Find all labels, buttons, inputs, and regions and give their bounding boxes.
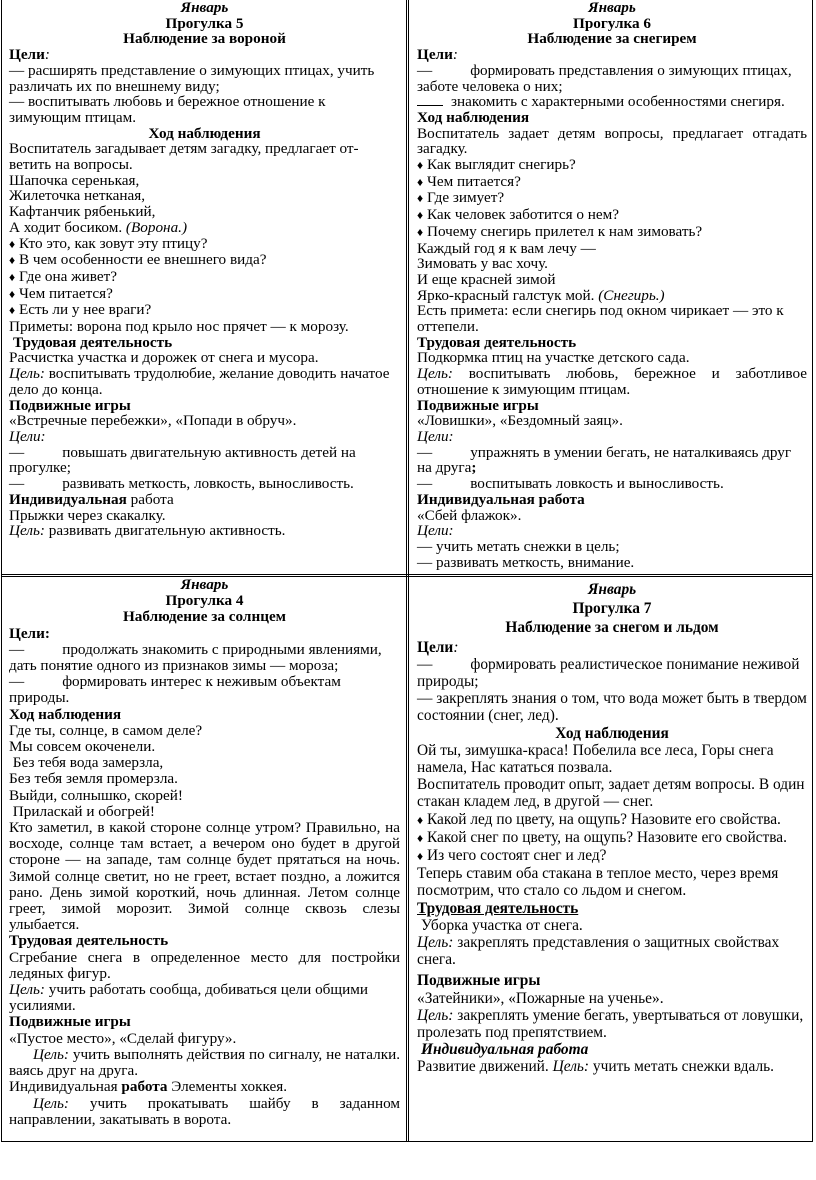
games-heading: Подвижные игры (9, 396, 131, 414)
cell-walk-6: Январь Прогулка 6 Наблюдение за снегирем Цели: — формировать представления о зимующих птицах, заботе человека о них; знакомить с характерными особенностями снегиря. Ход наблюдения Воспитатель задает детям вопросы, предлагает отгадать загадку. ♦ Как выглядит снегирь? ♦ Чем питается? ♦ Где зимует? ♦ Как человек заботится о нем? ♦ Почему снегирь прилетел к нам зимовать? Каждый год я к вам лечу — Зимовать у вас хочу. И еще красней зимой Ярко-красный галстук мой. (Снегирь.) Есть примета: если снегирь под окном чирикает — это к оттепели. Трудовая деятельность Подкормка птиц на участке детского сада. Цель: воспитывать любовь, бережное и заботливое отношение к зимующим птицам. Подвижные игры «Ловишки», «Бездомный заяц». Цели: — упражнять в умении бегать, не наталкиваясь друг на друга; — воспитывать ловкость и выносливость. Индивидуальная работа «Сбей флажок». Цели: — учить метать снежки в цель; — развивать меткость, внимание. (417, 0, 807, 571)
labor-heading: Трудовая деятельность (417, 333, 577, 351)
cell-walk-5: Январь Прогулка 5 Наблюдение за вороной Цели: — расширять представление о зимующих птицах, учить различать их по внешнему виду; — воспитывать любовь и бережное отношение к зимующим птицам. Ход наблюдения Воспитатель загадывает детям загадку, предлагает от-ветить на вопросы. Шапочка серенькая, Жилеточка нетканая, Кафтанчик рябенький, А ходит босиком. (Ворона.) ♦ Кто это, как зовут эту птицу? ♦ В чем особенности ее внешнего вида? ♦ Где она живет? ♦ Чем питается? ♦ Есть ли у нее враги? Приметы: ворона под крыло нос прячет — к морозу. Трудовая деятельность Расчистка участка и дорожек от снега и мусора. Цель: воспитывать трудолюбие, желание доводить начатое дело до конца. Подвижные игры «Встречные перебежки», «Попади в обруч». Цели: — повышать двигательную активность детей на прогулке; — развивать меткость, ловкость, выносливость. Индивидуальная работа Прыжки через скакалку. Цель: развивать двигательную активность. (2, 0, 406, 574)
omen: Приметы: ворона под крыло нос прячет — к морозу. (9, 318, 349, 336)
poem-line: Без тебя земля промерзла. (9, 770, 178, 788)
diamond-bullet-icon: ♦ (9, 286, 16, 301)
poem-text: Ой ты, зимушка-краса! Побелила все леса, Горы снега намела, Нас кататься позвала. (417, 741, 774, 777)
individual-heading: Индивидуальная (9, 490, 127, 508)
poem-line: Мы совсем окоченели. (9, 738, 156, 756)
riddle-answer: (Ворона.) (125, 218, 188, 236)
walk-title: Прогулка 6 (573, 14, 651, 32)
goals-label: Цели: (417, 522, 454, 540)
individual-heading-tail: работа (121, 1078, 168, 1096)
question-item: ♦ Где зимует? (417, 189, 505, 207)
month-heading: Январь (588, 0, 636, 16)
question-item: ♦ В чем особенности ее внешнего вида? (9, 251, 267, 269)
goals-label: Цели: (9, 427, 46, 445)
question-item: ♦ Где она живет? (9, 267, 117, 285)
question-item: ♦ Кто это, как зовут эту птицу? (9, 234, 208, 252)
walk-title: Прогулка 5 (165, 14, 244, 32)
topic-title: Наблюдение за вороной (123, 30, 286, 48)
question-item: ♦ Какой снег по цвету, на ощупь? Назовите его свойства. (417, 828, 787, 846)
individual-goal: учить метать снежки вдаль. (592, 1058, 775, 1076)
goal-label: Цель: (417, 1006, 454, 1024)
topic-title: Наблюдение за снегом и льдом (505, 619, 719, 637)
games-text: «Затейники», «Пожарные на ученье». (417, 989, 664, 1007)
goal-label: Цель: (9, 522, 45, 540)
poem-line: Приласкай и обогрей! (9, 802, 155, 820)
table-column-divider (406, 0, 409, 1142)
labor-heading: Трудовая деятельность (417, 899, 579, 917)
goal-label: Цель: (9, 365, 45, 383)
course-intro: Воспитатель задает детям вопросы, предлагает отгадать загадку. (417, 124, 807, 158)
goal-item: знакомить с характерными особенностями снегиря. (417, 94, 807, 110)
individual-goal: развивать двигательную активность. (48, 522, 286, 540)
course-heading: Ход наблюдения (417, 108, 530, 126)
games-heading: Подвижные игры (9, 1013, 131, 1031)
course-heading: Ход наблюдения (148, 124, 261, 142)
omen: Есть примета: если снегирь под окном чирикает — это к оттепели. (417, 302, 784, 336)
month-heading: Январь (180, 577, 229, 593)
course-intro: Воспитатель проводит опыт, задает детям вопросы. В один стакан кладем лед, в другой — снег. (417, 776, 805, 811)
diamond-bullet-icon: ♦ (417, 849, 424, 864)
goal-item: — воспитывать ловкость и выносливость. (417, 475, 724, 493)
question-item: ♦ Почему снегирь прилетел к нам зимовать? (417, 222, 703, 240)
games-text: «Встречные перебежки», «Попади в обруч». (9, 412, 297, 430)
riddle-line: Зимовать у вас хочу. (417, 255, 548, 273)
goal-item: — формировать представления о зимующих птицах, заботе человека о них; (417, 61, 792, 95)
riddle-line: Ярко-красный галстук мой. (417, 286, 595, 304)
goal-item: — расширять представление о зимующих птицах, учить различать их по внешнему виду; (9, 61, 375, 95)
question-item: ♦ Чем питается? (9, 284, 113, 302)
poem-line: Без тебя вода замерзла, (9, 754, 164, 772)
diamond-bullet-icon: ♦ (417, 208, 424, 223)
riddle-line: А ходит босиком. (9, 218, 123, 236)
goal-item: — формировать реалистическое понимание неживой природы; (417, 655, 800, 691)
observation-story: Кто заметил, в какой стороне солнце утром? Правильно, на восходе, солнце там встает, а вечером оно будет в другой стороне — на западе, там солнце будет прятаться на ночь. Зимой солнце светит, но не греет, встает поздно, а ложится рано. День зимой короткий, ночь длинная. Летом солнце греет, зимой морозит. Зимой солнце сквозь слезы улыбается. (9, 819, 400, 934)
goals-label: Цели (417, 46, 453, 64)
question-item: ♦ Есть ли у нее враги? (9, 301, 152, 319)
topic-title: Наблюдение за снегирем (527, 30, 697, 48)
individual-text: «Сбей флажок». (417, 506, 522, 524)
games-text: «Пустое место», «Сделай фигуру». (9, 1029, 237, 1047)
course-intro: Воспитатель загадывает детям загадку, предлагает от-ветить на вопросы. (9, 140, 359, 174)
diamond-bullet-icon: ♦ (9, 303, 16, 318)
month-heading: Январь (180, 0, 229, 16)
individual-text: Развитие движений. (417, 1058, 549, 1076)
question-item: ♦ Какой лед по цвету, на ощупь? Назовите его свойства. (417, 810, 781, 828)
diamond-bullet-icon: ♦ (417, 174, 424, 189)
diamond-bullet-icon: ♦ (417, 224, 424, 239)
riddle-line: Каждый год я к вам лечу — (417, 239, 596, 257)
labor-goal: воспитывать любовь, бережное и заботливое отношение к зимующим птицам. (417, 365, 807, 398)
goal-item: — развивать меткость, ловкость, выносливость. (9, 475, 354, 493)
individual-heading-tail: работа (130, 490, 174, 508)
goals-label: Цели: (417, 427, 454, 445)
labor-heading: Трудовая деятельность (9, 932, 169, 950)
games-goal: учить выполнять действия по сигналу, не наталки. ваясь друг на друга. (9, 1045, 400, 1080)
goal-item: — продолжать знакомить с природными явлениями, дать понятие одного из признаков зимы — мороза; (9, 640, 382, 675)
goals-label: Цели (9, 46, 45, 64)
riddle-line: Кафтанчик рябенький, (9, 203, 156, 221)
games-goal: закреплять умение бегать, увертываться от ловушки, пролезать под препятствием. (417, 1006, 804, 1042)
riddle-line: Жилеточка нетканая, (9, 187, 146, 205)
individual-heading: Индивидуальная работа (421, 1041, 589, 1059)
goal-item: — формировать интерес к неживым объектам природы. (9, 673, 341, 707)
goal-label: Цель: (417, 365, 453, 383)
experiment-text: Теперь ставим оба стакана в теплое место, через время посмотрим, что стало со льдом и снегом. (417, 865, 779, 900)
poem-line: Где ты, солнце, в самом деле? (9, 721, 203, 739)
walk-title: Прогулка 4 (165, 592, 244, 610)
goal-label: Цель: (33, 1045, 69, 1063)
topic-title: Наблюдение за солнцем (122, 608, 287, 626)
course-heading: Ход наблюдения (555, 724, 669, 742)
goals-label: Цели (417, 638, 454, 656)
month-heading: Январь (587, 581, 637, 598)
riddle-line: Шапочка серенькая, (9, 171, 140, 189)
diamond-bullet-icon: ♦ (9, 269, 16, 284)
cell-walk-7: Январь Прогулка 7 Наблюдение за снегом и льдом Цели: — формировать реалистическое понимание неживой природы; — закреплять знания о том, что вода может быть в твердом состоянии (снег, лед). Ход наблюдения Ой ты, зимушка-краса! Побелила все леса, Горы снега намела, Нас кататься позвала. Воспитатель проводит опыт, задает детям вопросы. В один стакан кладем лед, в другой — снег. ♦ Какой лед по цвету, на ощупь? Назовите его свойства. ♦ Какой снег по цвету, на ощупь? Назовите его свойства. ♦ Из чего состоят снег и лед? Теперь ставим оба стакана в теплое место, через время посмотрим, что стало со льдом и снегом. Трудовая деятельность Уборка участка от снега. Цель: закреплять представления о защитных свойствах снега. Подвижные игры «Затейники», «Пожарные на ученье». Цель: закреплять умение бегать, увертываться от ловушки, пролезать под препятствием. Индивидуальная работа Развитие движений. Цель: учить метать снежки вдаль. (417, 581, 807, 1076)
labor-text: Сгребание снега в определенное место для постройки ледяных фигур. (9, 948, 400, 982)
individual-text: Прыжки через скакалку. (9, 506, 166, 524)
walk-title: Прогулка 7 (572, 600, 652, 618)
labor-text: Подкормка птиц на участке детского сада. (417, 349, 690, 367)
individual-text: Элементы хоккея. (171, 1078, 288, 1096)
labor-heading: Трудовая деятельность (13, 333, 173, 351)
individual-heading: Индивидуальная работа (417, 490, 585, 508)
goals-label: Цели: (9, 624, 50, 642)
goal-label: Цель: (552, 1058, 590, 1076)
diamond-bullet-icon: ♦ (417, 830, 424, 845)
labor-text: Уборка участка от снега. (421, 916, 583, 934)
goal-item: — воспитывать любовь и бережное отношение к зимующим птицам. (9, 93, 326, 126)
individual-heading: Индивидуальная (9, 1078, 118, 1096)
diamond-bullet-icon: ♦ (9, 253, 16, 268)
diamond-bullet-icon: ♦ (417, 812, 424, 827)
games-heading: Подвижные игры (417, 972, 541, 990)
poem-line: Выйди, солнышко, скорей! (9, 786, 183, 804)
individual-goal: учить прокатывать шайбу в заданном направлении, закатывать в ворота. (9, 1094, 400, 1128)
labor-goal: закреплять представления о защитных свойствах снега. (417, 934, 780, 969)
games-heading: Подвижные игры (417, 396, 539, 414)
riddle-line: И еще красней зимой (417, 270, 556, 288)
cell-walk-4 (2, 577, 406, 1142)
riddle-answer: (Снегирь.) (598, 286, 665, 304)
goal-label: Цель: (9, 981, 45, 999)
question-item: ♦ Из чего состоят снег и лед? (417, 847, 607, 865)
goal-label: Цель: (417, 934, 454, 952)
course-heading: Ход наблюдения (9, 705, 122, 723)
goal-item: — повышать двигательную активность детей на прогулке; (9, 443, 356, 477)
goal-item: — развивать меткость, внимание. (417, 553, 635, 571)
labor-text: Расчистка участка и дорожек от снега и мусора. (9, 349, 319, 367)
diamond-bullet-icon: ♦ (417, 191, 424, 206)
games-text: «Ловишки», «Бездомный заяц». (417, 412, 623, 430)
labor-goal: воспитывать трудолюбие, желание доводить начатое дело до конца. (9, 365, 390, 398)
goal-label: Цель: (33, 1094, 69, 1112)
goal-item: — учить метать снежки в цель; (417, 537, 620, 555)
question-item: ♦ Чем питается? (417, 172, 521, 190)
goal-item: — закреплять знания о том, что вода может быть в твердом состоянии (снег, лед). (417, 690, 807, 725)
labor-goal: учить работать сообща, добиваться цели общими усилиями. (9, 981, 368, 1015)
goal-item: — упражнять в умении бегать, не наталкиваясь друг на друга; (417, 443, 792, 477)
question-item: ♦ Как выглядит снегирь? (417, 156, 576, 174)
question-item: ♦ Как человек заботится о нем? (417, 206, 619, 224)
diamond-bullet-icon: ♦ (9, 236, 16, 251)
diamond-bullet-icon: ♦ (417, 158, 424, 173)
